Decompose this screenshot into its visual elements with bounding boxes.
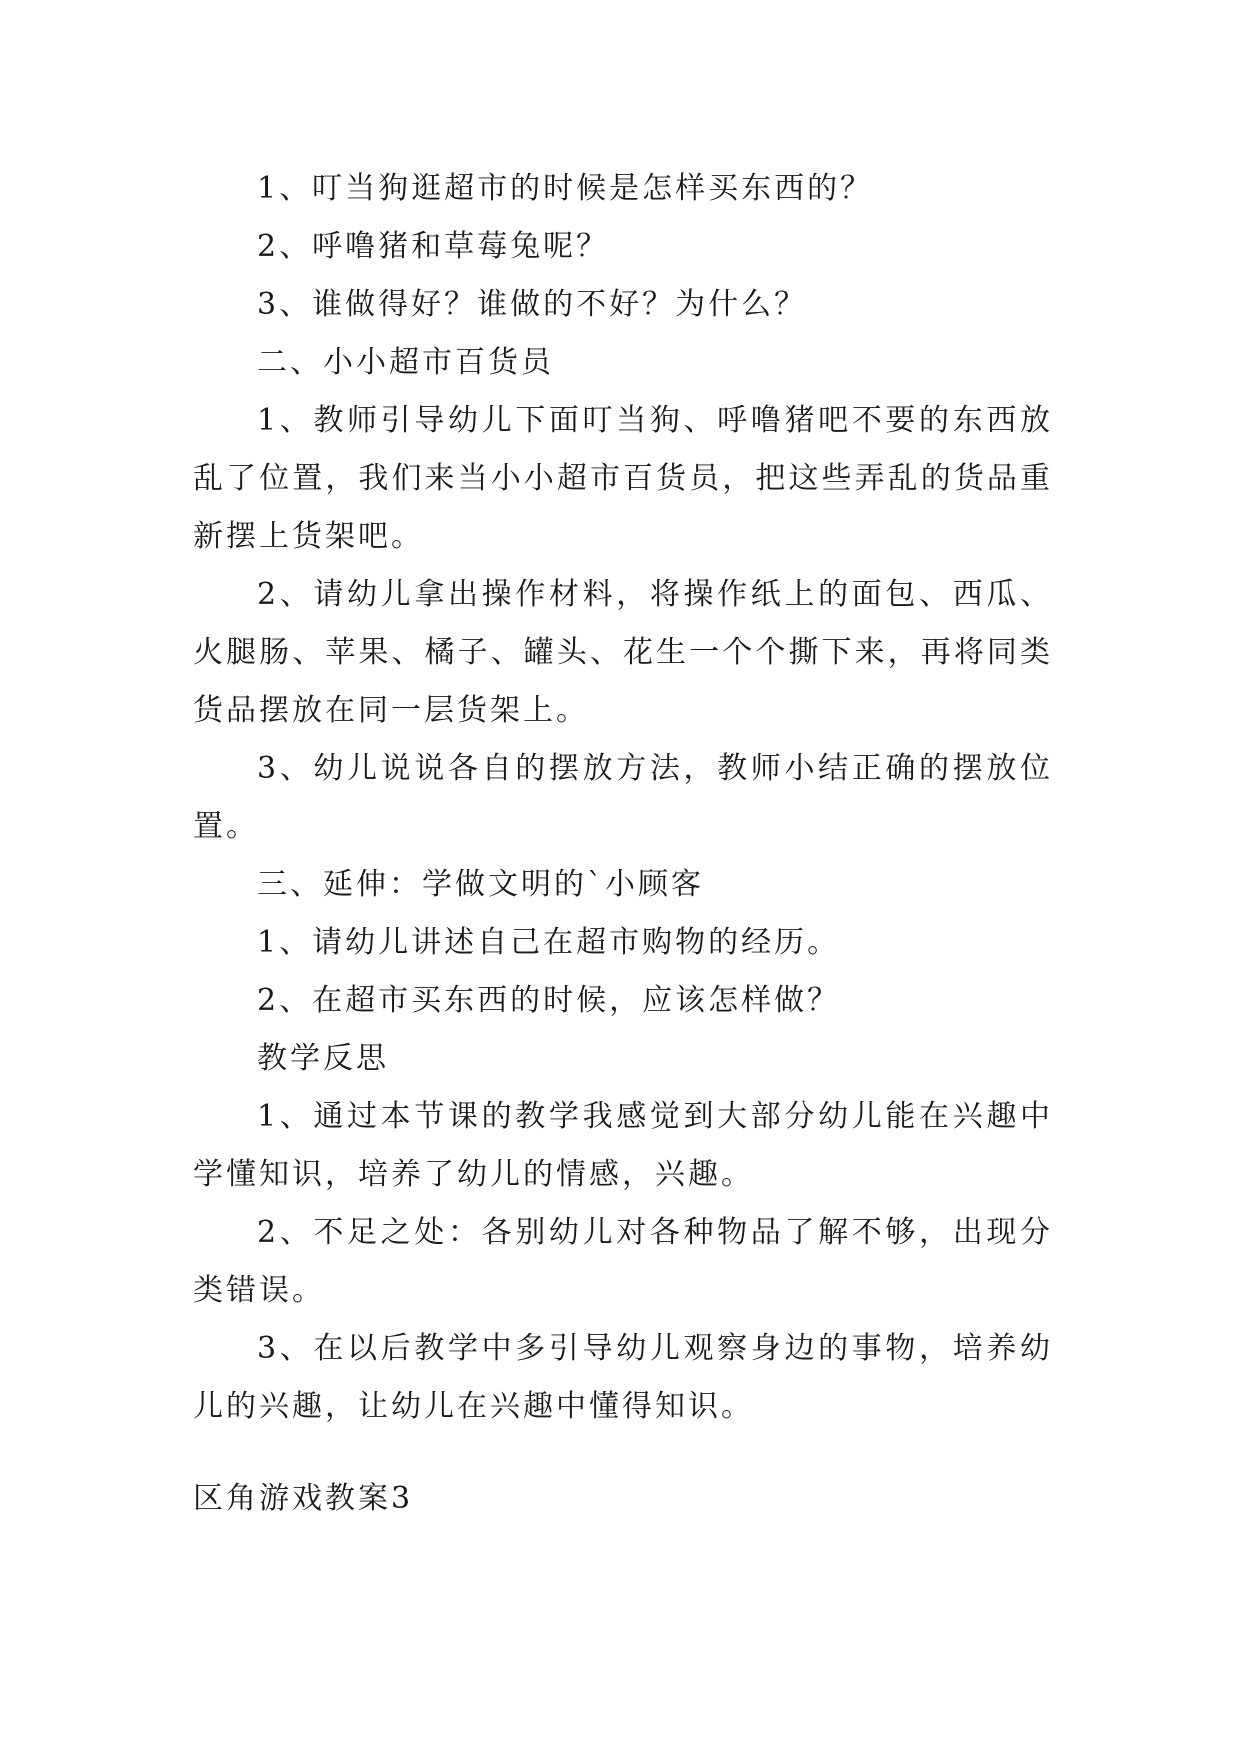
- step-2-1: 1、教师引导幼儿下面叮当狗、呼噜猪吧不要的东西放乱了位置，我们来当小小超市百货员，把这些弄乱的货品重新摆上货架吧。: [193, 403, 1053, 554]
- heading-part-2: 二、小小超市百货员: [257, 345, 554, 380]
- heading-part-3: 三、延伸：学做文明的`小顾客: [257, 867, 704, 902]
- question-1: 1、叮当狗逛超市的时候是怎样买东西的？: [257, 171, 874, 206]
- heading-reflection: 教学反思: [257, 1041, 389, 1076]
- reflection-3: 3、在以后教学中多引导幼儿观察身边的事物，培养幼儿的兴趣，让幼儿在兴趣中懂得知识。: [193, 1331, 1053, 1424]
- step-2-3: 3、幼儿说说各自的摆放方法，教师小结正确的摆放位置。: [193, 751, 1053, 844]
- reflection-1: 1、通过本节课的教学我感觉到大部分幼儿能在兴趣中学懂知识，培养了幼儿的情感，兴趣。: [193, 1099, 1053, 1192]
- question-2: 2、呼噜猪和草莓兔呢？: [257, 229, 610, 264]
- question-3: 3、谁做得好？谁做的不好？为什么？: [257, 287, 808, 322]
- reflection-2: 2、不足之处：各别幼儿对各种物品了解不够，出现分类错误。: [193, 1215, 1053, 1308]
- step-3-1: 1、请幼儿讲述自己在超市购物的经历。: [257, 925, 841, 960]
- step-2-2: 2、请幼儿拿出操作材料，将操作纸上的面包、西瓜、火腿肠、苹果、橘子、罐头、花生一个个撕下来，再将同类货品摆放在同一层货架上。: [193, 577, 1053, 728]
- section-title: 区角游戏教案3: [193, 1481, 414, 1516]
- step-3-2: 2、在超市买东西的时候，应该怎样做？: [257, 983, 841, 1018]
- document-body: [193, 160, 1053, 1436]
